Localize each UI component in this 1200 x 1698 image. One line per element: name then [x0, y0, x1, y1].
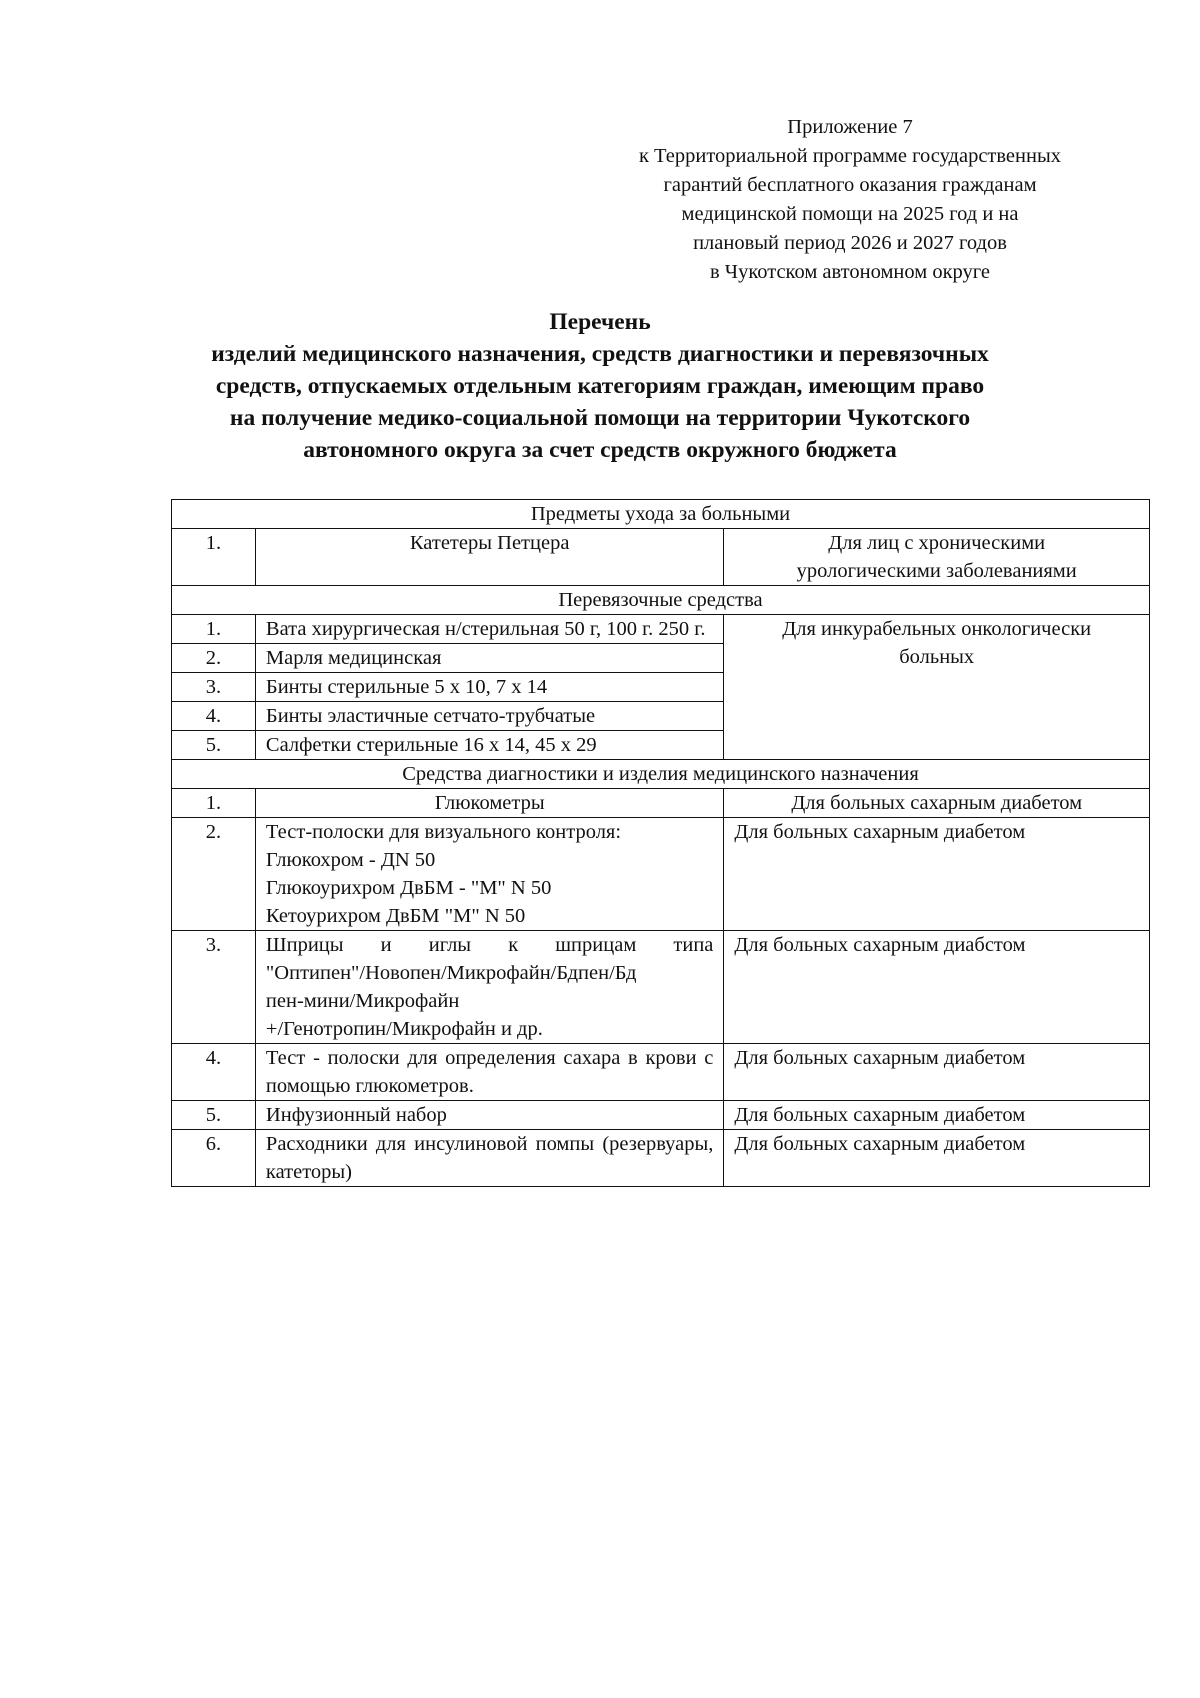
recipient-category: Для больных сахарным диабетом — [724, 1130, 1150, 1187]
title-line: на получение медико-социальной помощи на территории Чукотского — [229, 405, 971, 431]
table-row — [172, 931, 1150, 1044]
note-line: Для лиц с хроническими — [828, 532, 1046, 554]
row-number: 4. — [172, 702, 256, 731]
row-number: 3. — [172, 673, 256, 702]
row-number: 1. — [172, 615, 256, 644]
table-row — [172, 1044, 1150, 1101]
recipient-category: Для больных сахарным диабетом — [724, 818, 1150, 931]
appendix-line: плановый период 2026 и 2027 годов — [693, 232, 1007, 254]
section-heading-row — [172, 586, 1150, 615]
item-line: Кетоурихром ДвБМ "М" N 50 — [265, 905, 526, 927]
section-heading-row — [172, 500, 1150, 529]
item-name: Расходники для инсулиновой помпы (резервуары, катеторы) — [255, 1130, 723, 1187]
item-name: Инфузионный набор — [255, 1101, 723, 1130]
item-line: Глюкохром - ДN 50 — [265, 849, 436, 871]
recipient-category — [724, 529, 1150, 586]
item-line: "Оптипен"/Новопен/Микрофайн/Бдпен/Бд — [265, 962, 637, 984]
row-number: 6. — [172, 1130, 256, 1187]
recipient-category: Для больных сахарным диабетом — [724, 1044, 1150, 1101]
section-heading-row — [172, 760, 1150, 789]
item-name: Глюкометры — [255, 789, 723, 818]
items-table — [171, 499, 1150, 1187]
row-number: 5. — [172, 731, 256, 760]
table-row — [172, 789, 1150, 818]
title-line: автономного округа за счет средств окружного бюджета — [303, 437, 897, 463]
appendix-line: Приложение 7 — [787, 116, 913, 138]
appendix-line: гарантий бесплатного оказания гражданам — [663, 174, 1037, 196]
row-number: 2. — [172, 644, 256, 673]
table-row — [172, 818, 1150, 931]
appendix-line: к Территориальной программе государственных — [638, 145, 1062, 167]
table-row — [172, 1101, 1150, 1130]
item-line: Глюкоурихром ДвБМ - "М" N 50 — [265, 877, 552, 899]
item-line: Шприцы и иглы к шприцам типа — [265, 934, 714, 956]
appendix-header — [580, 113, 1120, 287]
item-name: Бинты стерильные 5 х 10, 7 х 14 — [255, 673, 723, 702]
note-line: Для инкурабельных онкологически — [782, 618, 1092, 640]
table-row — [172, 1130, 1150, 1187]
title-line: Перечень — [549, 309, 651, 335]
row-number: 1. — [172, 529, 256, 586]
item-name: Салфетки стерильные 16 х 14, 45 х 29 — [255, 731, 723, 760]
item-name: Марля медицинская — [255, 644, 723, 673]
item-name: Катетеры Петцера — [255, 529, 723, 586]
recipient-category: Для больных сахарным диабетом — [724, 789, 1150, 818]
item-name — [255, 931, 723, 1044]
document-title — [150, 306, 1050, 466]
row-number: 1. — [172, 789, 256, 818]
table-row — [172, 529, 1150, 586]
item-line: Тест-полоски для визуального контроля: — [265, 821, 622, 843]
item-name: Вата хирургическая н/стерильная 50 г, 100 г. 250 г. — [255, 615, 723, 644]
row-number: 4. — [172, 1044, 256, 1101]
item-name — [255, 818, 723, 931]
title-line: средств, отпускаемых отдельным категориям граждан, имеющим право — [215, 373, 985, 399]
recipient-category: Для больных сахарным диабетом — [724, 1101, 1150, 1130]
item-line: +/Генотропин/Микрофайн и др. — [265, 1018, 543, 1040]
item-line: пен-мини/Микрофайн — [265, 990, 460, 1012]
appendix-line: в Чукотском автономном округе — [709, 261, 991, 283]
section-heading: Средства диагностики и изделия медицинского назначения — [172, 760, 1150, 789]
note-line: урологическими заболеваниями — [796, 560, 1077, 582]
section-heading: Перевязочные средства — [172, 586, 1150, 615]
table-row — [172, 615, 1150, 644]
item-name: Тест - полоски для определения сахара в крови с помощью глюкометров. — [255, 1044, 723, 1101]
section-heading: Предметы ухода за больными — [172, 500, 1150, 529]
title-line: изделий медицинского назначения, средств диагностики и перевязочных — [211, 341, 989, 367]
item-name: Бинты эластичные сетчато-трубчатые — [255, 702, 723, 731]
appendix-line: медицинской помощи на 2025 год и на — [681, 203, 1019, 225]
row-number: 3. — [172, 931, 256, 1044]
note-line: больных — [899, 646, 975, 668]
recipient-category — [724, 615, 1150, 760]
row-number: 2. — [172, 818, 256, 931]
row-number: 5. — [172, 1101, 256, 1130]
recipient-category: Для больных сахарным диабстом — [724, 931, 1150, 1044]
